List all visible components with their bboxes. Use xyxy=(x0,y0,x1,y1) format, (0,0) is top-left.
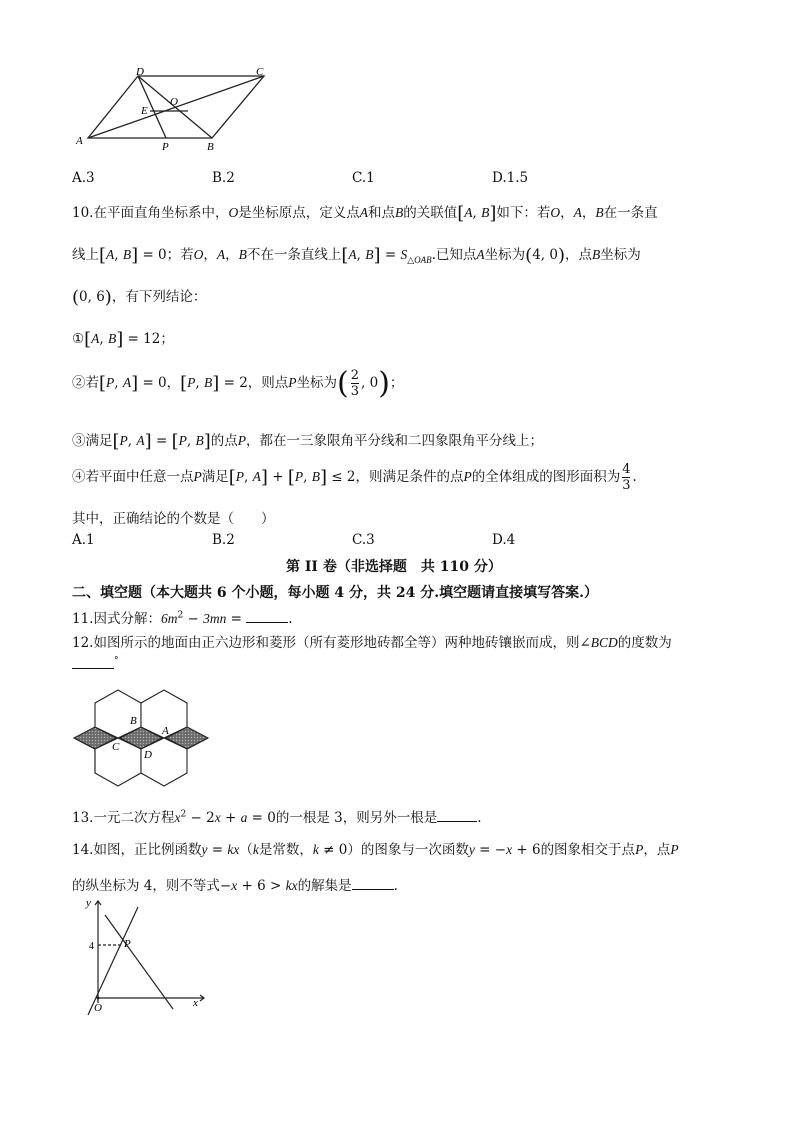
q13-answer-blank[interactable] xyxy=(437,821,477,822)
q9-option-d: D.1.5 xyxy=(492,170,529,186)
q9-option-c: C.1 xyxy=(352,170,375,186)
graph-label-y: y xyxy=(86,897,91,909)
q10-line-2: 线上[A, B] = 0；若O，A，B不在一条直线上[A, $B] = S_{\triangle OAB}$.已知点A坐标为(4, 0)，点B坐标为 xyxy=(72,245,641,266)
hex-label-c: C xyxy=(112,741,120,753)
graph-label-4: 4 xyxy=(89,941,94,952)
label-d: D xyxy=(136,66,144,78)
q10-conclusion-4: ④若平面中任意一点P满足[P, A] + [P, B] ≤ 2，则满足条件的点P的全体组成的图形面积为 $\frac{4}{3}$ . xyxy=(72,462,637,493)
graph-label-o: O xyxy=(94,1002,102,1014)
q10-conclusion-1: ①[A, B] = 12； xyxy=(72,329,174,350)
graph-label-x: x xyxy=(193,997,198,1009)
hex-label-b: B xyxy=(130,715,137,727)
label-p: P xyxy=(162,141,169,153)
coordinate-graph-figure xyxy=(78,895,210,1019)
q10-option-d: D.4 xyxy=(492,532,516,548)
q10-option-a: A.1 xyxy=(72,532,95,548)
q11: 11.因式分解：$6m^2 - 3mn$ = . xyxy=(72,610,293,627)
label-b: B xyxy=(207,141,214,153)
q14-answer-blank[interactable] xyxy=(352,889,394,890)
label-e: E xyxy=(141,105,148,117)
label-c: C xyxy=(256,66,264,78)
hex-label-d: D xyxy=(144,749,152,761)
q10-conclusion-3: ③满足[P, A] = [P, B]的点P，都在一三象限角平分线和二四象限角平分线上； xyxy=(72,431,543,452)
q12-answer-blank[interactable] xyxy=(72,668,114,669)
hexagon-tiling-figure xyxy=(70,682,218,794)
q10-line-1: 10.在平面直角坐标系中，O是坐标原点，定义点A和点B的关联值[A, B]如下：若O，A，B在一条直 xyxy=(72,203,658,224)
q11-answer-blank[interactable] xyxy=(246,622,288,623)
hex-label-a: A xyxy=(162,725,169,737)
q12-line-2: ° xyxy=(72,656,119,673)
section-title: 第 II 卷（非选择题 共 110 分） xyxy=(286,559,502,575)
label-o: O xyxy=(170,96,178,108)
q10-question: 其中，正确结论的个数是（ ） xyxy=(72,511,275,527)
parallelogram-figure xyxy=(70,64,280,156)
q14-line-2: 的纵坐标为 4，则不等式−x + 6 > kx的解集是 . xyxy=(72,878,398,894)
graph-label-p: P xyxy=(124,938,131,950)
label-a: A xyxy=(76,135,83,147)
q10-option-b: B.2 xyxy=(212,532,235,548)
part2-heading: 二、填空题（本大题共 6 个小题，每小题 4 分，共 24 分.填空题请直接填写答案.） xyxy=(72,585,598,601)
q13: 13.一元二次方程$x^2 - 2x + a = 0$的一根是 3，则另外一根是 . xyxy=(72,809,482,826)
q14-line-1: 14.如图，正比例函数y = kx（k是常数，k ≠ 0）的图象与一次函数y = −x + 6的图象相交于点P，点P xyxy=(72,842,679,858)
q10-option-c: C.3 xyxy=(352,532,375,548)
q10-line-3: (0, 6)，有下列结论： xyxy=(72,287,207,308)
q9-option-a: A.3 xyxy=(72,170,95,186)
q9-option-b: B.2 xyxy=(212,170,235,186)
q10-conclusion-2: ②若[P, A] = 0，[P, B] = 2，则点P坐标为( $\frac{2}{3}$ , 0)； xyxy=(72,366,404,401)
q12-line-1: 12.如图所示的地面由正六边形和菱形（所有菱形地砖都全等）两种地砖镶嵌而成，则∠BCD的度数为 xyxy=(72,635,672,651)
